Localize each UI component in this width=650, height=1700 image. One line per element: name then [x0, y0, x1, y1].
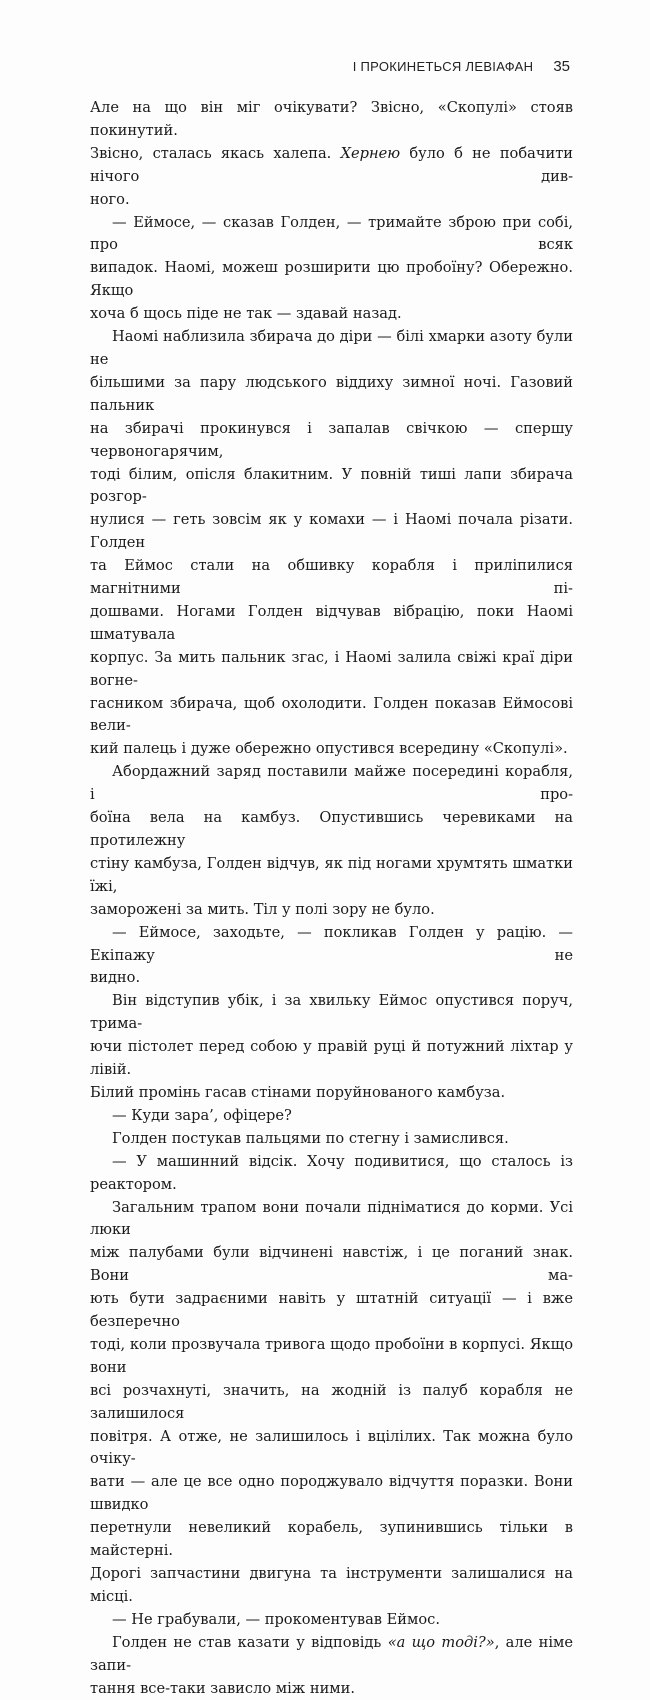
- text-line: — Не грабували, — прокоментував Еймос.: [112, 1610, 440, 1628]
- paragraph: [90, 990, 573, 1105]
- paragraph: [90, 1128, 573, 1151]
- text-line: перетнули невеликий корабель, зупинившись тільки в майстерні.: [90, 1519, 573, 1560]
- paragraph: [90, 212, 573, 327]
- text-line: заморожені за мить. Тіл у полі зору не було.: [90, 900, 435, 918]
- text-line: — Еймосе, заходьте, — покликав Голден у рацію. — Екіпажу не: [90, 923, 573, 964]
- text-line: всі розчахнуті, значить, на жодній із палуб корабля не залишилося: [90, 1381, 573, 1422]
- text-line: вати — але це все одно породжувало відчуття поразки. Вони швидко: [90, 1473, 573, 1514]
- text-line: тоді білим, опісля блакитним. У повній тиші лапи збирача розгор-: [90, 465, 573, 506]
- text-line: видно.: [90, 969, 141, 987]
- paragraph: [90, 97, 573, 212]
- text-line: Загальним трапом вони почали підніматися до корми. Усі люки: [90, 1198, 573, 1239]
- paragraph: [90, 1105, 573, 1128]
- text-line: Він відступив убік, і за хвильку Еймос опустився поруч, трима-: [90, 992, 573, 1033]
- text-line: кий палець і дуже обережно опустився всередину «Скопулі».: [90, 740, 568, 758]
- text-line: Абордажний заряд поставили майже посередині корабля, і про-: [90, 763, 573, 804]
- paragraph: [90, 1609, 573, 1632]
- text-line: випадок. Наомі, можеш розширити цю пробоїну? Обережно. Якщо: [90, 259, 573, 300]
- text-line: на збирачі прокинувся і запалав свічкою — спершу червоногарячим,: [90, 419, 573, 460]
- paragraph: [90, 761, 573, 921]
- text-line: тання все-таки зависло між ними.: [90, 1679, 356, 1697]
- text-line: стіну камбуза, Голден відчув, як під ногами хрумтять шматки їжі,: [90, 854, 573, 895]
- text-line: та Еймос стали на обшивку корабля і приліпилися магнітними пі-: [90, 557, 573, 598]
- text-line: Але на що він міг очікувати? Звісно, «Скопулі» стояв покинутий.: [90, 99, 573, 139]
- text-line: повітря. А отже, не залишилось і вцілілих. Так можна було очіку-: [90, 1427, 573, 1468]
- text-line: — Еймосе, — сказав Голден, — тримайте зброю при собі, про всяк: [90, 213, 573, 254]
- paragraph: [90, 922, 573, 991]
- text-line: дошвами. Ногами Голден відчував вібрацію, поки Наомі шматувала: [90, 602, 573, 643]
- paragraph: [90, 1197, 573, 1609]
- text-line: боїна вела на камбуз. Опустившись черевиками на протилежну: [90, 809, 573, 849]
- paragraph: [90, 1151, 573, 1197]
- page-header: [90, 58, 570, 75]
- text-line: — У машинний відсік. Хочу подивитися, що сталось із реактором.: [90, 1152, 573, 1193]
- text-line: Голден не став казати у відповідь «а що тоді?», але німе запи-: [90, 1633, 573, 1674]
- text-line: ного.: [90, 190, 130, 208]
- italic-text: Хернею: [340, 144, 401, 162]
- text-line: Білий промінь гасав стінами поруйнованого камбуза.: [90, 1083, 506, 1101]
- text-line: Наомі наблизила збирача до діри — білі хмарки азоту були не: [90, 328, 573, 368]
- text-line: Голден постукав пальцями по стегну і замислився.: [112, 1129, 509, 1147]
- text-line: корпус. За мить пальник згас, і Наомі залила свіжі краї діри вогне-: [90, 648, 573, 689]
- text-line: ючи пістолет перед собою у правій руці й потужний ліхтар у лівій.: [90, 1038, 573, 1079]
- body-text: [90, 97, 573, 1700]
- page-number: 35: [553, 58, 570, 75]
- text-line: тоді, коли прозвучала тривога щодо пробоїни в корпусі. Якщо вони: [90, 1335, 573, 1376]
- text-line: Звісно, сталась якась халепа. Хернею було б не побачити нічого див-: [90, 144, 574, 185]
- text-line: ють бути задраєними навіть у штатній ситуації — і вже безперечно: [90, 1290, 573, 1331]
- text-line: Дорогі запчастини двигуна та інструменти залишалися на місці.: [90, 1565, 573, 1605]
- paragraph: [90, 326, 573, 761]
- paragraph: [90, 1632, 573, 1700]
- italic-text: «а що тоді?»: [387, 1633, 495, 1651]
- running-title: І ПРОКИНЕТЬСЯ ЛЕВІАФАН: [352, 59, 534, 74]
- text-line: гасником збирача, щоб охолодити. Голден показав Еймосові вели-: [90, 694, 573, 735]
- text-line: між палубами були відчинені навстіж, і це поганий знак. Вони ма-: [90, 1244, 573, 1285]
- text-line: — Куди зара’, офіцере?: [112, 1106, 292, 1124]
- text-line: хоча б щось піде не так — здавай назад.: [90, 305, 402, 323]
- text-line: більшими за пару людського віддиху зимної ночі. Газовий пальник: [90, 373, 573, 414]
- text-line: нулися — геть зовсім як у комахи — і Наомі почала різати. Голден: [90, 511, 573, 552]
